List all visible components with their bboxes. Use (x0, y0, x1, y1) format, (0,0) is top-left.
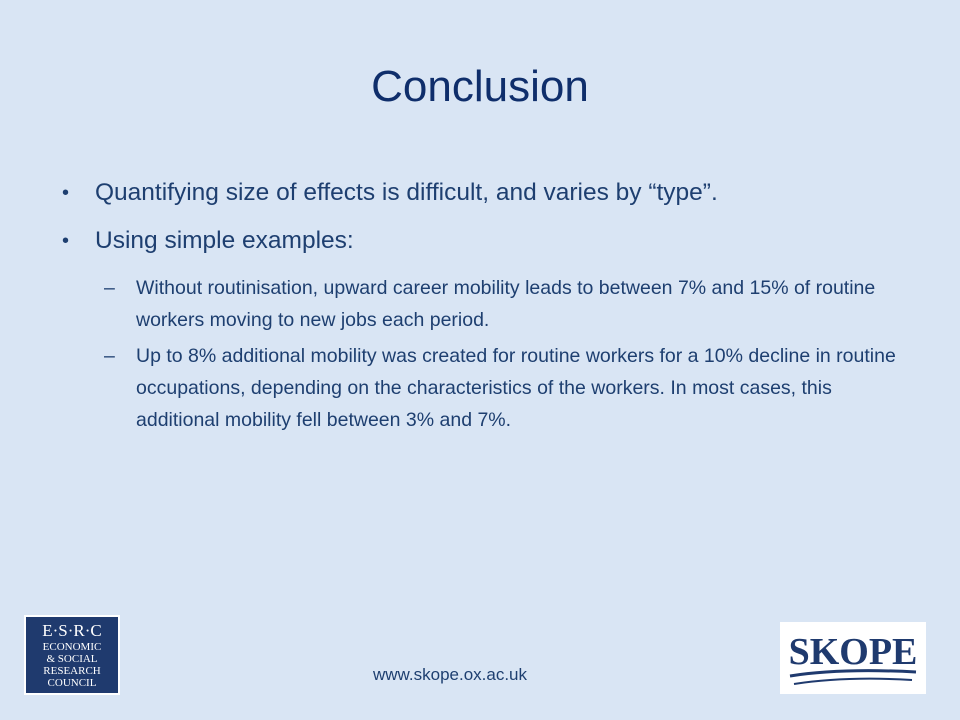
dash-icon: – (104, 277, 115, 299)
bullet-dot-icon: • (62, 182, 70, 204)
sub-bullet-list (62, 272, 912, 436)
footer-url[interactable]: www.skope.ox.ac.uk (373, 665, 528, 684)
bullet-text: Quantifying size of effects is difficult, and varies by “type”. (95, 179, 718, 206)
sub-bullet-text: Without routinisation, upward career mobility leads to between 7% and 15% of routine workers moving to new jobs each period. (136, 277, 876, 331)
esrc-logo-icon (26, 617, 118, 693)
bullet-item (62, 176, 912, 210)
bullet-dot-icon: • (62, 230, 70, 252)
esrc-line: E·S·R·C (42, 621, 102, 640)
esrc-logo (24, 615, 120, 695)
logo-swoosh (794, 679, 912, 684)
sub-bullet-item (62, 272, 912, 336)
esrc-line: COUNCIL (47, 677, 97, 689)
bullet-item (62, 224, 912, 258)
dash-icon: – (104, 345, 115, 367)
esrc-line: RESEARCH (43, 665, 101, 677)
skope-logo-icon (780, 622, 926, 694)
skope-logo (780, 622, 926, 694)
esrc-line: ECONOMIC (42, 641, 102, 653)
esrc-line: & SOCIAL (46, 653, 98, 665)
bullet-text: Using simple examples: (95, 227, 354, 254)
sub-bullet-item (62, 340, 912, 436)
sub-bullet-text: Up to 8% additional mobility was created for routine workers for a 10% decline in routine occupations, depending on the characteristics of the workers. In most cases, this additional mobility fell between 3% and 7%. (136, 345, 896, 431)
skope-logo-text: SKOPE (788, 631, 918, 673)
bullet-list (62, 176, 912, 440)
slide-title: Conclusion (371, 62, 589, 111)
